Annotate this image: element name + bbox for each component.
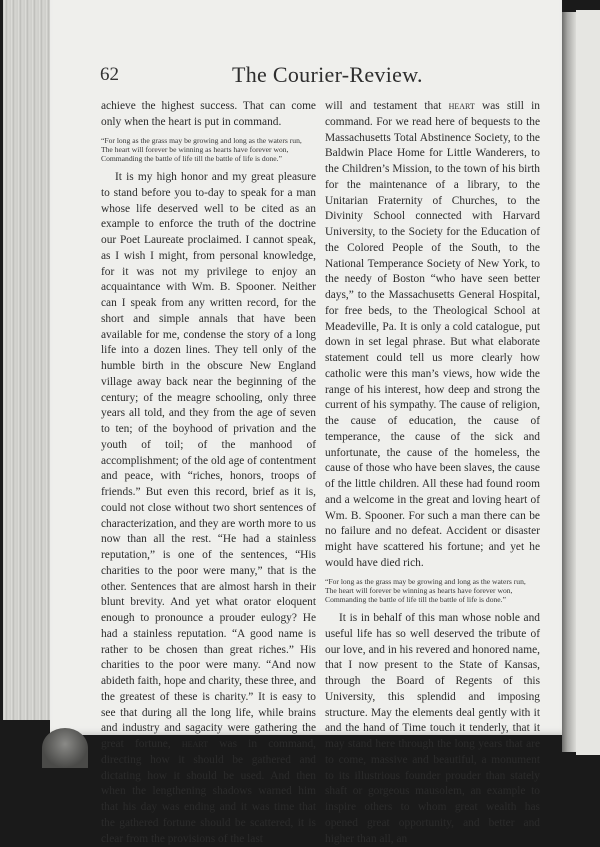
poem-line: Commanding the battle of life till the battle of life is done.” <box>325 594 506 604</box>
book-gutter <box>562 12 576 752</box>
paragraph-text: was in command, directing how it should be gathered and dictating how it should be used. And then when the lengthening shadows warned him that his day was ending and it was time that the gathered fortune should be scattered, it is clear from the provisions of the last <box>101 738 316 845</box>
paragraph <box>325 99 540 572</box>
paragraph-text: was still in command. For we read here of bequests to the Massachusetts Total Abstinence Society, to the Baldwin Place Home for Little Wanderers, to the Children’s Mission, to the town of his birth for the maintenance of a library, to the Unitarian Fraternity of Churches, to the Divinity School connected with Harvard University, to the Society for the Education of the Colored People of the South, to the National Temperance Society of New York, to the needy of Boston “who have seen better days,” to the Massachusetts General Hospital, for free beds, to the Theological School at Meadeville, Pa. It is only a cold catalogue, put down in set legal phrase. But what elaborate statement could tell us more clearly how catholic were this man’s views, how wide the range of his interest, how deep and strong the current of his sympathy. The cause of religion, the cause of education, the cause of temperance, the cause of the sick and unfortunate, the cause of the homeless, the cause of those who have been slaves, the cause of the little children. All these had found room and a welcome in the great and loving heart of Wm. B. Spooner. For such a man there can be no failure and no defeat. Accident or disaster might have scattered his fortune; and yet he would have died rich. <box>325 100 540 569</box>
poem-line: Commanding the battle of life till the battle of life is done.” <box>101 153 282 163</box>
right-column <box>325 99 540 847</box>
heart-small-caps: heart <box>181 738 209 751</box>
poem-line: The heart will forever be winning as hearts have forever won, <box>101 144 289 154</box>
paragraph <box>101 170 316 847</box>
poem-line: The heart will forever be winning as hearts have forever won, <box>325 585 513 595</box>
paragraph-text: It is my high honor and my great pleasure to stand before you to-day to speak for a man whose life deserved well to be cited as an example to enforce the truth of the doctrine our Poet Laureate proclaimed. I cannot speak, as I wish I might, from personal knowledge, for it was not my privilege to enjoy an acquaintance with Wm. B. Spooner. Neither can I speak from any written record, for the short and simple annals that have been available for me, condense the story of a long life into a dozen lines. They tell only of the humble birth in the obscure New England village away back near the beginning of the century; of the meagre schooling, only three years all told, and they from the age of seven to ten; of the boyhood of privation and the youth of toil; of the manhood of accomplishment; of the old age of contentment and peace, with “riches, honors, troops of friends.” But even this record, brief as it is, could not close without two short sentences of characterization, and they are worth more to us now than all the rest. “He had a stainless reputation,” is one of the sentences, “His charities to the poor were many,” that is the other. Sentences that are almost harsh in their blunt brevity. And yet what orator eloquent enough to pronounce a prouder eulogy? He had a stainless reputation. “A good name is rather to be chosen than great riches.” His charities to the poor were many. “And now abideth faith, hope and charity, these three, and the greatest of these is charity.” It is easy to see that during all the long life, while brains and industry and sagacity were gathering the great fortune, <box>101 171 316 751</box>
running-title: The Courier-Review. <box>232 62 423 87</box>
poem-line: “For long as the grass may be growing and long as the waters run, <box>101 135 302 145</box>
paragraph: achieve the highest success. That can come only when the heart is put in command. <box>101 100 316 128</box>
left-column <box>101 99 316 847</box>
poem-quote <box>325 577 540 605</box>
poem-quote <box>101 136 316 164</box>
holding-thumb <box>42 728 88 768</box>
page-stack-edge <box>3 0 52 720</box>
poem-line: “For long as the grass may be growing and long as the waters run, <box>325 576 526 586</box>
paragraph: It is in behalf of this man whose noble and useful life has so well deserved the tribute of our love, and in his revered and honored name, that I now present to the State of Kansas, through the Board of Regents of this University, this splendid and imposing structure. May the elements deal gently with it and the hand of Time touch it tenderly, that it may stand here through the long years that are to come, massive and beautiful, a monument to its illustrious founder prouder than stately shaft or gorgeous mausolem, an example to inspire others to whom great wealth has opened great opportunity, and better and higher than all, an <box>325 612 540 845</box>
heart-small-caps: heart <box>448 100 475 112</box>
facing-page-edge <box>576 10 600 755</box>
page-number: 62 <box>100 64 119 85</box>
paragraph-text: will and testament that <box>325 100 449 112</box>
